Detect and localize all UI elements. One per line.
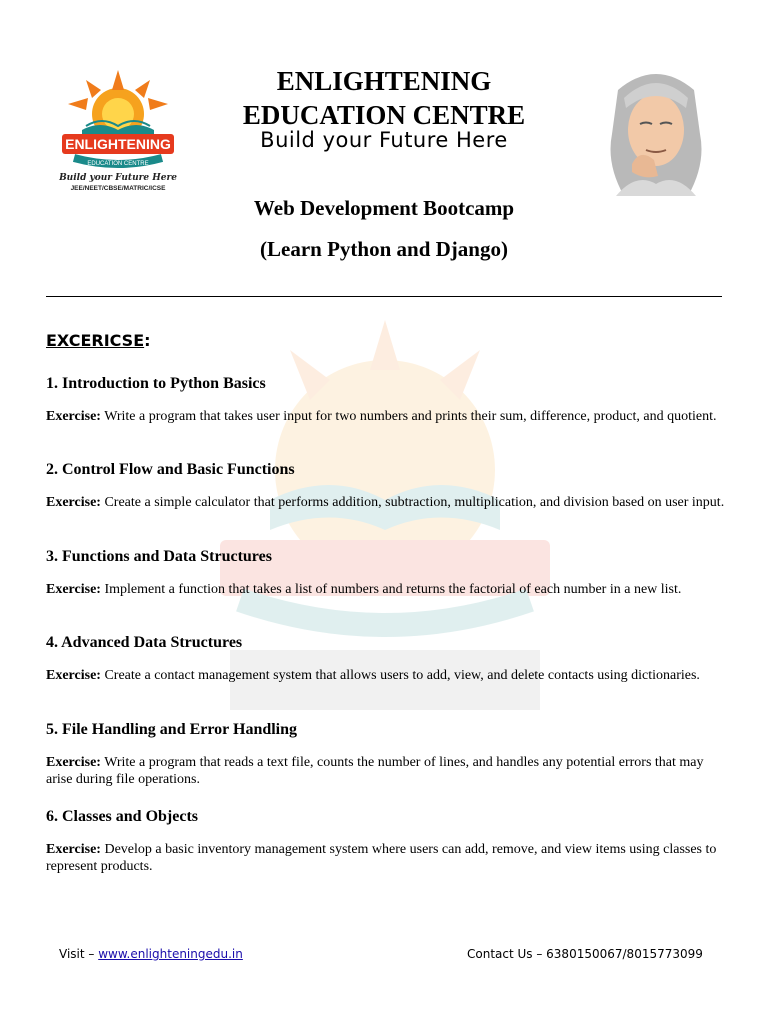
- section-title: 2. Control Flow and Basic Functions: [46, 461, 295, 478]
- enlightening-logo: [52, 66, 184, 196]
- exercise-text: Exercise: Write a program that reads a text file, counts the number of lines, and handles any potential errors that may arise during file operations.: [46, 755, 704, 787]
- tagline: Build your Future Here: [260, 128, 508, 152]
- exercise-section-4: [46, 633, 726, 684]
- section-title: 6. Classes and Objects: [46, 808, 199, 825]
- logo-script-text: Build your Future Here: [59, 173, 177, 183]
- exercise-text: Exercise: Create a simple calculator that performs addition, subtraction, multiplication, and division based on user input.: [46, 495, 725, 510]
- exercise-section-2: [46, 460, 726, 511]
- exercise-text: Exercise: Implement a function that takes a list of numbers and returns the factorial of each number in a new list.: [46, 582, 682, 597]
- logo-sub-text: EDUCATION CENTRE: [87, 161, 149, 167]
- section-title: 3. Functions and Data Structures: [46, 548, 272, 565]
- org-name-line2: EDUCATION CENTRE: [242, 100, 526, 130]
- logo-exams-text: JEE/NEET/CBSE/MATRIC/ICSE: [70, 185, 166, 192]
- section-title: 4. Advanced Data Structures: [46, 634, 243, 651]
- exercises-heading: EXCERICSE:: [46, 331, 151, 350]
- section-title: 1. Introduction to Python Basics: [46, 375, 266, 392]
- course-subtitle: (Learn Python and Django): [260, 237, 508, 261]
- exercise-text: Exercise: Create a contact management system that allows users to add, view, and delete contacts using dictionaries.: [46, 668, 700, 683]
- exercise-text: Exercise: Write a program that takes user input for two numbers and prints their sum, difference, product, and quotient.: [46, 409, 717, 424]
- logo-brand-text: ENLIGHTENING: [65, 136, 171, 152]
- exercise-section-3: [46, 547, 726, 598]
- org-name-line1: ENLIGHTENING: [276, 66, 492, 96]
- footer-visit: Visit – www.enlighteningedu.in: [59, 947, 243, 961]
- exercise-text: Exercise: Develop a basic inventory management system where users can add, remove, and view items using classes to represent products.: [46, 842, 717, 874]
- section-title: 5. File Handling and Error Handling: [46, 721, 298, 738]
- website-link[interactable]: www.enlighteningedu.in: [98, 947, 243, 961]
- exercise-section-5: [46, 720, 726, 788]
- course-title: Web Development Bootcamp: [253, 196, 515, 220]
- footer-contact: Contact Us – 6380150067/8015773099: [467, 947, 703, 961]
- exercise-section-6: [46, 807, 726, 875]
- header-divider: [46, 296, 722, 297]
- portrait-sketch-image: [596, 64, 716, 196]
- exercise-section-1: [46, 374, 726, 425]
